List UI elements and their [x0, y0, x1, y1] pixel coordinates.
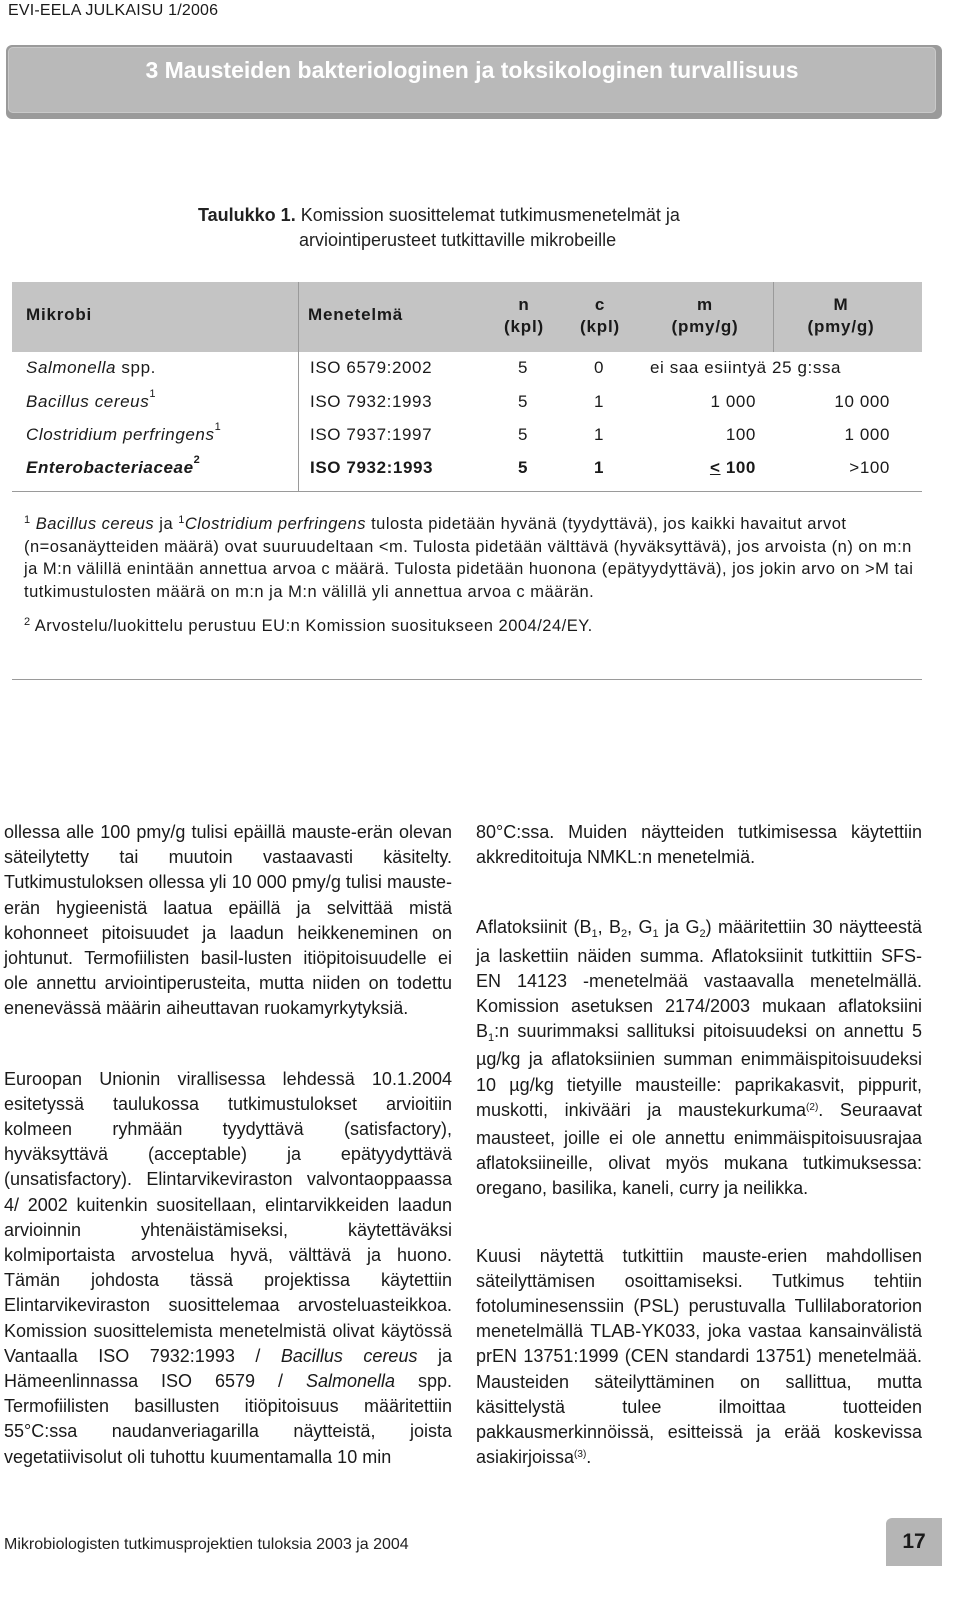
cell-mikrobi: Salmonella spp. [26, 358, 156, 377]
table-row [12, 352, 922, 386]
page-number-box [886, 1518, 942, 1566]
cell-n: 5 [518, 458, 529, 477]
cell-menetelma: ISO 7932:1993 [310, 392, 433, 411]
header-M-label: M [833, 295, 849, 314]
header-M-unit: (pmy/g) [807, 317, 875, 336]
footnotes-bottom-rule [12, 679, 922, 680]
cell-M: 10 000 [834, 392, 890, 411]
header-n [488, 294, 560, 338]
page-footer-text: Mikrobiologisten tutkimusprojektien tuloksia 2003 ja 2004 [4, 1536, 409, 1553]
table-row [12, 419, 922, 453]
cell-c: 0 [594, 358, 605, 377]
header-M [776, 294, 906, 338]
cell-m: 1 000 [710, 392, 756, 411]
paragraph: Kuusi näytettä tutkittiin mauste-erien mahdollisen säteilyttämisen osoittamiseksi. Tutkimus tehtiin fotoluminesenssiin (PSL) perustuvalla Tullilaboratorion menetelmällä TLAB-YK033, joka vastaa kansainvälistä prEN 13751:1999 (CEN standardi 13751) menetelmää. Mausteiden säteilyttäminen on sallittua, mutta käsittelystä tulee ilmoittaa tuotteiden pakkausmerkinnöissä, esitteissä ja erää koskevissa asiakirjoissa$^{(3)}$. [476, 1245, 922, 1468]
header-m-unit: (pmy/g) [671, 317, 739, 336]
table-row [12, 452, 922, 486]
cell-c: 1 [594, 392, 605, 411]
header-c-label: c [594, 295, 606, 314]
paragraph: Aflatoksiinit ($B_1$, $B_2$, $G_1$ ja $G_2$) määritettiin 30 näytteestä ja laskettiin näiden summa. Aflatoksiinit tutkittiin SFS-EN 14123 -menetelmää vastaavalla menetelmällä. Komission asetuksen 2174/2003 mukaan aflatoksiini $B_1:n$ suurimmaksi sallituksi pitoisuudeksi on annettu 5 µg/kg ja aflatoksiinien summan enimmäispitoisuudeksi 10 µg/kg tietyille mausteille: paprikakasvit, pippurit, muskotti, inkivääri ja maustekurkuma$^{(2)}$. Seuraavat mausteet, joille ei ole annettu enimmäispitoisuusrajaa aflatoksiineille, olivat myös mukana tutkimuksessa: oregano, basilika, kaneli, curry ja neilikka. [476, 917, 922, 1199]
table-row [12, 386, 922, 420]
cell-m: 100 [725, 425, 756, 444]
table-caption-text-2: arviointiperusteet tutkittaville mikrobeille [299, 230, 617, 250]
chapter-banner [6, 45, 942, 119]
cell-mikrobi: Bacillus cereus$^1$ [26, 388, 157, 411]
table-footnotes [24, 513, 914, 638]
page-number: 17 [902, 1530, 926, 1553]
header-menetelma: Menetelmä [308, 305, 404, 324]
header-n-label: n [518, 295, 530, 314]
cell-M: >100 [849, 458, 890, 477]
cell-mikrobi: Enterobacteriaceae$^2$ [26, 454, 201, 477]
paragraph: Euroopan Unionin virallisessa lehdessä 10.1.2004 esitetyssä taulukossa tutkimustulokset arvioitiin kolmeen ryhmään tyydyttävä (satisfactory), hyväksyttävä (acceptable) ja epätyydyttävä (unsatisfactory). Elintarvikeviraston valvontaoppaassa 4/ 2002 kuitenkin suositellaan, elintarvikkeiden laadun arvioinnin yhtenäistämiseksi, käytettäväksi kolmiportaista arvostelua hyvä, välttävä ja huono. Tämän johdosta tässä projektissa käytettiin Elintarvikeviraston suosittelemaa arvosteluasteikkoa. Komission suosittelemista menetelmistä olivat käytössä Vantaalla ISO 7932:1993 / Bacillus cereus ja Hämeenlinnassa ISO 6579 / Salmonella spp. Termofiilisten basillusten itiöpitoisuus määritettiin 55°C:ssa naudanveriagarilla näytteistä, joista vegetatiivisolut oli tuhottu kuumentamalla 10 min [4, 1068, 452, 1467]
cell-c: 1 [594, 425, 605, 444]
header-mikrobi: Mikrobi [26, 305, 93, 324]
table-caption-label: Taulukko 1. [198, 205, 296, 225]
table-caption-text-1: Komission suosittelemat tutkimusmenetelmät ja [295, 205, 680, 225]
table-caption [198, 203, 680, 253]
cell-menetelma: ISO 6579:2002 [310, 358, 433, 377]
header-m [640, 294, 770, 338]
cell-menetelma: ISO 7937:1997 [310, 425, 433, 444]
footnote-2: $^2$ Arvostelu/luokittelu perustuu EU:n Komission suositukseen 2004/24/EY. [24, 616, 593, 635]
cell-M: 1 000 [844, 425, 890, 444]
header-n-unit: (kpl) [504, 317, 544, 336]
body-column-left [4, 820, 452, 1470]
cell-n: 5 [518, 392, 529, 411]
table-header [12, 282, 922, 352]
header-m-label: m [697, 295, 713, 314]
chapter-title: 3 Mausteiden bakteriologinen ja toksikologinen turvallisuus [145, 57, 799, 83]
cell-n: 5 [518, 358, 529, 377]
paragraph: ollessa alle 100 pmy/g tulisi epäillä mauste-erän olevan säteilytetty tai muutoin vastaavasti käsitelty. Tutkimustuloksen ollessa yli 10 000 pmy/g tulisi mauste-erän hygieenistä laatua epäillä ja selvittää mistä kohonneet pitoisuudet ja laadun heikkeneminen on johtunut. Termofiilisten basil-lusten itiöpitoisuudelle ei ole annettu arviointiperusteita, mutta niiden on todettu enenevässä määrin aiheuttavan ruokamyrkytyksiä. [4, 822, 452, 1019]
footnote-1: $^1$ Bacillus cereus ja $^1$Clostridium perfringens tulosta pidetään hyvänä (tyydyttävä), jos kaikki havaitut arvot (n=osanäytteiden määrä) ovat suuruudeltaan <m. Tulosta pidetään välttävä (hyväksyttävä), jos arvoista (n) on m:n ja M:n välillä enintään annettua arvoa c määrä. Tulosta pidetään huonona (epätyydyttävä), jos jokin arvo on >M tai tutkimustulosten määrä on m:n ja M:n välillä yli annettua arvoa c määrän. [24, 514, 914, 601]
cell-c: 1 [594, 458, 605, 477]
header-c [564, 294, 636, 338]
table-bottom-rule [12, 491, 922, 492]
body-column-right [476, 820, 922, 1473]
cell-m: ei saa esiintyä 25 g:ssa [650, 358, 842, 377]
publication-header: EVI-EELA JULKAISU 1/2006 [8, 2, 219, 19]
cell-mikrobi: Clostridium perfringens$^1$ [26, 421, 222, 444]
column-divider [773, 282, 774, 352]
cell-m: < 100 [709, 458, 756, 477]
cell-n: 5 [518, 425, 529, 444]
paragraph: 80°C:ssa. Muiden näytteiden tutkimisessa käytettiin akkreditoituja NMKL:n menetelmiä. [476, 822, 922, 868]
header-c-unit: (kpl) [580, 317, 620, 336]
cell-menetelma: ISO 7932:1993 [310, 458, 434, 477]
